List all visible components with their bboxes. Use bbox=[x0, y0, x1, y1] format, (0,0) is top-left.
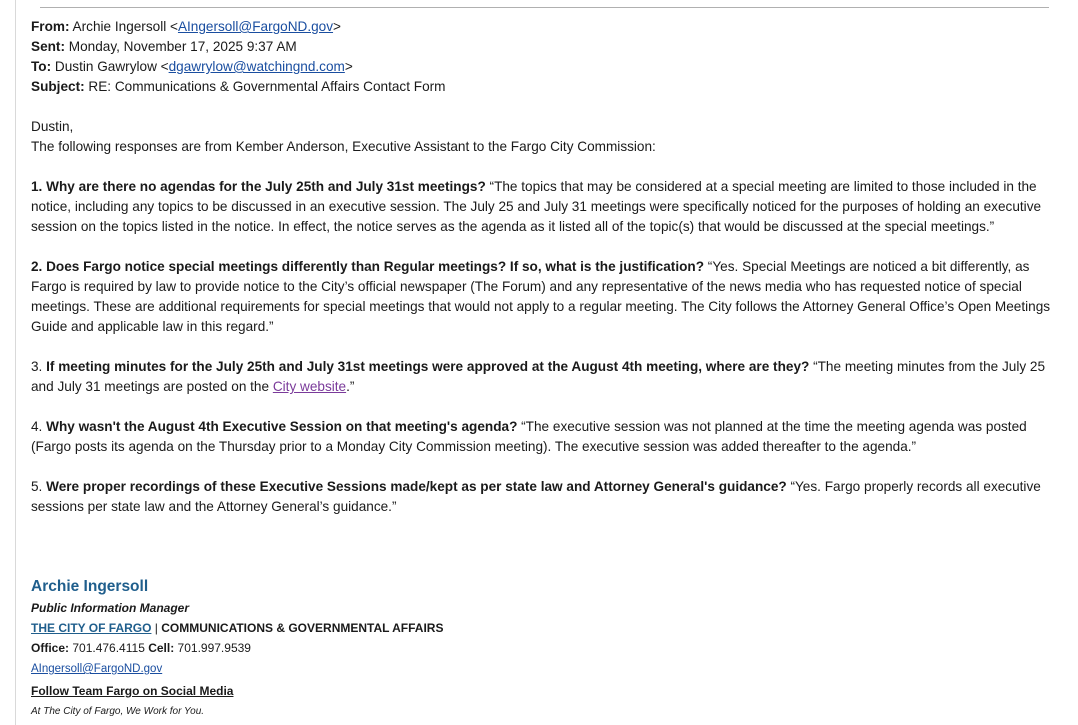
sent-value: Monday, November 17, 2025 9:37 AM bbox=[68, 39, 297, 54]
question-5-text: Were proper recordings of these Executive Sessions made/kept as per state law and Attorney General's guidance? bbox=[46, 479, 787, 494]
signature-tagline: At The City of Fargo, We Work for You. bbox=[31, 706, 205, 717]
intro: The following responses are from Kember Anderson, Executive Assistant to the Fargo City Commission: bbox=[31, 139, 656, 154]
greeting: Dustin, bbox=[31, 119, 74, 134]
from-label: From: bbox=[31, 19, 70, 34]
city-of-fargo-link[interactable]: THE CITY OF FARGO bbox=[31, 621, 152, 635]
org-separator: | bbox=[151, 621, 162, 635]
question-3-number: 3. bbox=[31, 359, 47, 374]
cell-phone: 701.997.9539 bbox=[174, 641, 251, 655]
left-border bbox=[15, 0, 16, 725]
to-close: > bbox=[344, 59, 353, 74]
answer-4-text: “The executive session was not planned at the time the meeting agenda was posted (Fargo posts its agenda on the Thursday prior to a Monday City Commission meeting). The executive session was added thereafter to the agenda.” bbox=[31, 419, 1027, 454]
question-4-number: 4. bbox=[31, 419, 47, 434]
answer-1-text: “The topics that may be considered at a special meeting are limited to those included in the notice, including any topics to be discussed in an executive session. The July 25 and July 31 meetings were specifically noticed for the purposes of holding an executive session on the topics listed in the notice. In effect, the notice serves as the agenda as it listed all of the topic(s) that would be discussed at the special meetings.” bbox=[31, 179, 1042, 234]
cell-label: Cell: bbox=[148, 641, 175, 655]
answer-2-text: “Yes. Special Meetings are noticed a bit differently, as Fargo is required by law to provide notice to the City’s official newspaper (The Forum) and any representative of the news media who has requested notice of special meetings. These are additional requirements for special meetings that would not apply to a regular meeting. The City follows the Attorney General Office’s Open Meetings Guide and applicable law in this regard.” bbox=[31, 259, 1051, 334]
answer-3-end: .” bbox=[346, 379, 355, 394]
from-email-link[interactable]: AIngersoll@FargoND.gov bbox=[177, 19, 334, 34]
question-1 bbox=[31, 177, 1066, 237]
follow-social-media-link[interactable]: Follow Team Fargo on Social Media bbox=[31, 684, 234, 698]
signature-phone-line bbox=[31, 638, 443, 658]
email-message bbox=[31, 17, 1066, 517]
email-signature bbox=[31, 576, 443, 723]
question-4 bbox=[31, 417, 1066, 457]
signature-org-line bbox=[31, 618, 443, 638]
city-website-link[interactable]: City website bbox=[272, 379, 347, 394]
from-line bbox=[31, 17, 1066, 37]
question-1-text: 1. Why are there no agendas for the July 25th and July 31st meetings? bbox=[31, 179, 486, 194]
question-5 bbox=[31, 477, 1066, 517]
signature-email-link[interactable]: AIngersoll@FargoND.gov bbox=[31, 663, 163, 675]
question-2 bbox=[31, 257, 1066, 337]
answer-5-text: “Yes. Fargo properly records all executive sessions per state law and the Attorney General’s guidance.” bbox=[31, 479, 1041, 514]
question-3 bbox=[31, 357, 1066, 397]
sent-label: Sent: bbox=[31, 39, 65, 54]
subject-value: RE: Communications & Governmental Affairs Contact Form bbox=[88, 79, 446, 94]
office-label: Office: bbox=[31, 641, 70, 655]
to-line bbox=[31, 57, 1066, 77]
to-name: Dustin Gawrylow < bbox=[54, 59, 169, 74]
from-name: Archie Ingersoll < bbox=[72, 19, 178, 34]
question-3-text: If meeting minutes for the July 25th and July 31st meetings were approved at the August 4th meeting, where are they? bbox=[46, 359, 810, 374]
signature-name: Archie Ingersoll bbox=[31, 578, 149, 595]
question-2-text: 2. Does Fargo notice special meetings differently than Regular meetings? If so, what is the justification? bbox=[31, 259, 705, 274]
signature-department: COMMUNICATIONS & GOVERNMENTAL AFFAIRS bbox=[161, 621, 444, 635]
office-phone: 701.476.4115 bbox=[69, 641, 149, 655]
question-5-number: 5. bbox=[31, 479, 47, 494]
subject-label: Subject: bbox=[31, 79, 85, 94]
signature-title: Public Information Manager bbox=[31, 601, 190, 615]
question-4-text: Why wasn't the August 4th Executive Session on that meeting's agenda? bbox=[46, 419, 518, 434]
answer-3-text: “The meeting minutes from the July 25 and July 31 meetings are posted on the bbox=[31, 359, 1046, 394]
header-divider bbox=[40, 7, 1049, 8]
to-email-link[interactable]: dgawrylow@watchingnd.com bbox=[168, 59, 345, 74]
email-header bbox=[31, 17, 1066, 97]
from-close: > bbox=[333, 19, 341, 34]
to-label: To: bbox=[31, 59, 52, 74]
sent-line bbox=[31, 37, 1066, 57]
subject-line bbox=[31, 77, 1066, 97]
